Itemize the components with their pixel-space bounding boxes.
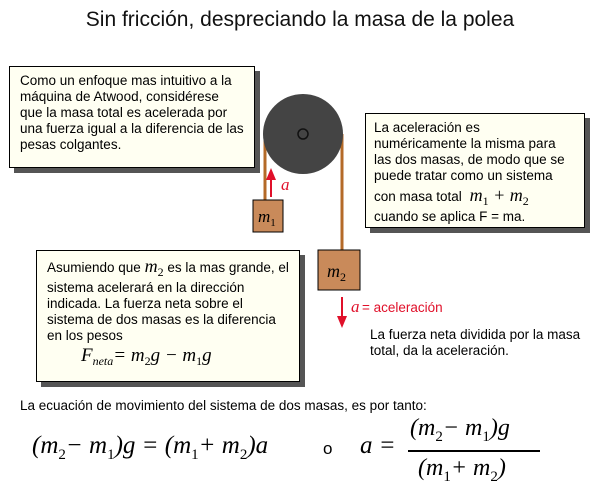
page-title: Sin fricción, despreciando la masa de la polea xyxy=(85,8,515,31)
fraction-bar xyxy=(408,450,540,452)
assumption-box xyxy=(36,250,300,382)
mass-1-label: $m_1$ xyxy=(258,207,276,229)
equation-connector: o xyxy=(323,439,333,458)
equation-of-motion: $(m_2- m_1)g = (m_1+ m_2)a$ xyxy=(32,432,269,463)
acceleration-numerator: $(m_2- m_1)g$ xyxy=(410,415,510,445)
acceleration-text: La aceleración es numéricamente la misma para las dos masas, de modo que se puede tratar como un sistema xyxy=(374,120,565,183)
assumption-text: Asumiendo que $m_2$ es la mas grande, el sistema acelerará en la dirección indicada. La fuerza neta sobre el sistema de dos masas es la diferencia en los pesos xyxy=(47,256,289,343)
accel-up-label: a xyxy=(281,175,290,194)
total-mass-line: con masa total $m_1 + m_2$ xyxy=(374,185,529,208)
acceleration-box xyxy=(365,113,585,228)
mass-2-label: $m_2$ xyxy=(327,261,346,284)
fma-text: cuando se aplica F = ma. xyxy=(374,209,526,224)
intuitive-approach-box xyxy=(9,66,255,168)
equation-intro: La ecuación de movimiento del sistema de dos masas, es por tanto: xyxy=(20,398,427,413)
intuitive-approach-text: Como un enfoque mas intuitivo a la máquina de Atwood, considérese que la masa total es acelerada por una fuerza igual a la diferencia de las pesas colgantes. xyxy=(20,73,244,152)
acceleration-equation-lhs: a = xyxy=(360,432,396,459)
net-force-caption: La fuerza neta dividida por la masa total, da la aceleración. xyxy=(370,327,581,358)
accel-legend: = aceleración xyxy=(362,300,443,315)
net-force-equation: $F_{neta}= m_2g - m_1g$ xyxy=(81,345,212,368)
accel-down-arrowhead xyxy=(337,316,347,328)
accel-down-label: a xyxy=(351,297,360,316)
acceleration-denominator: $(m_1+ m_2)$ xyxy=(418,455,506,485)
accel-up-arrowhead xyxy=(266,168,276,180)
pulley-wheel xyxy=(263,94,343,174)
